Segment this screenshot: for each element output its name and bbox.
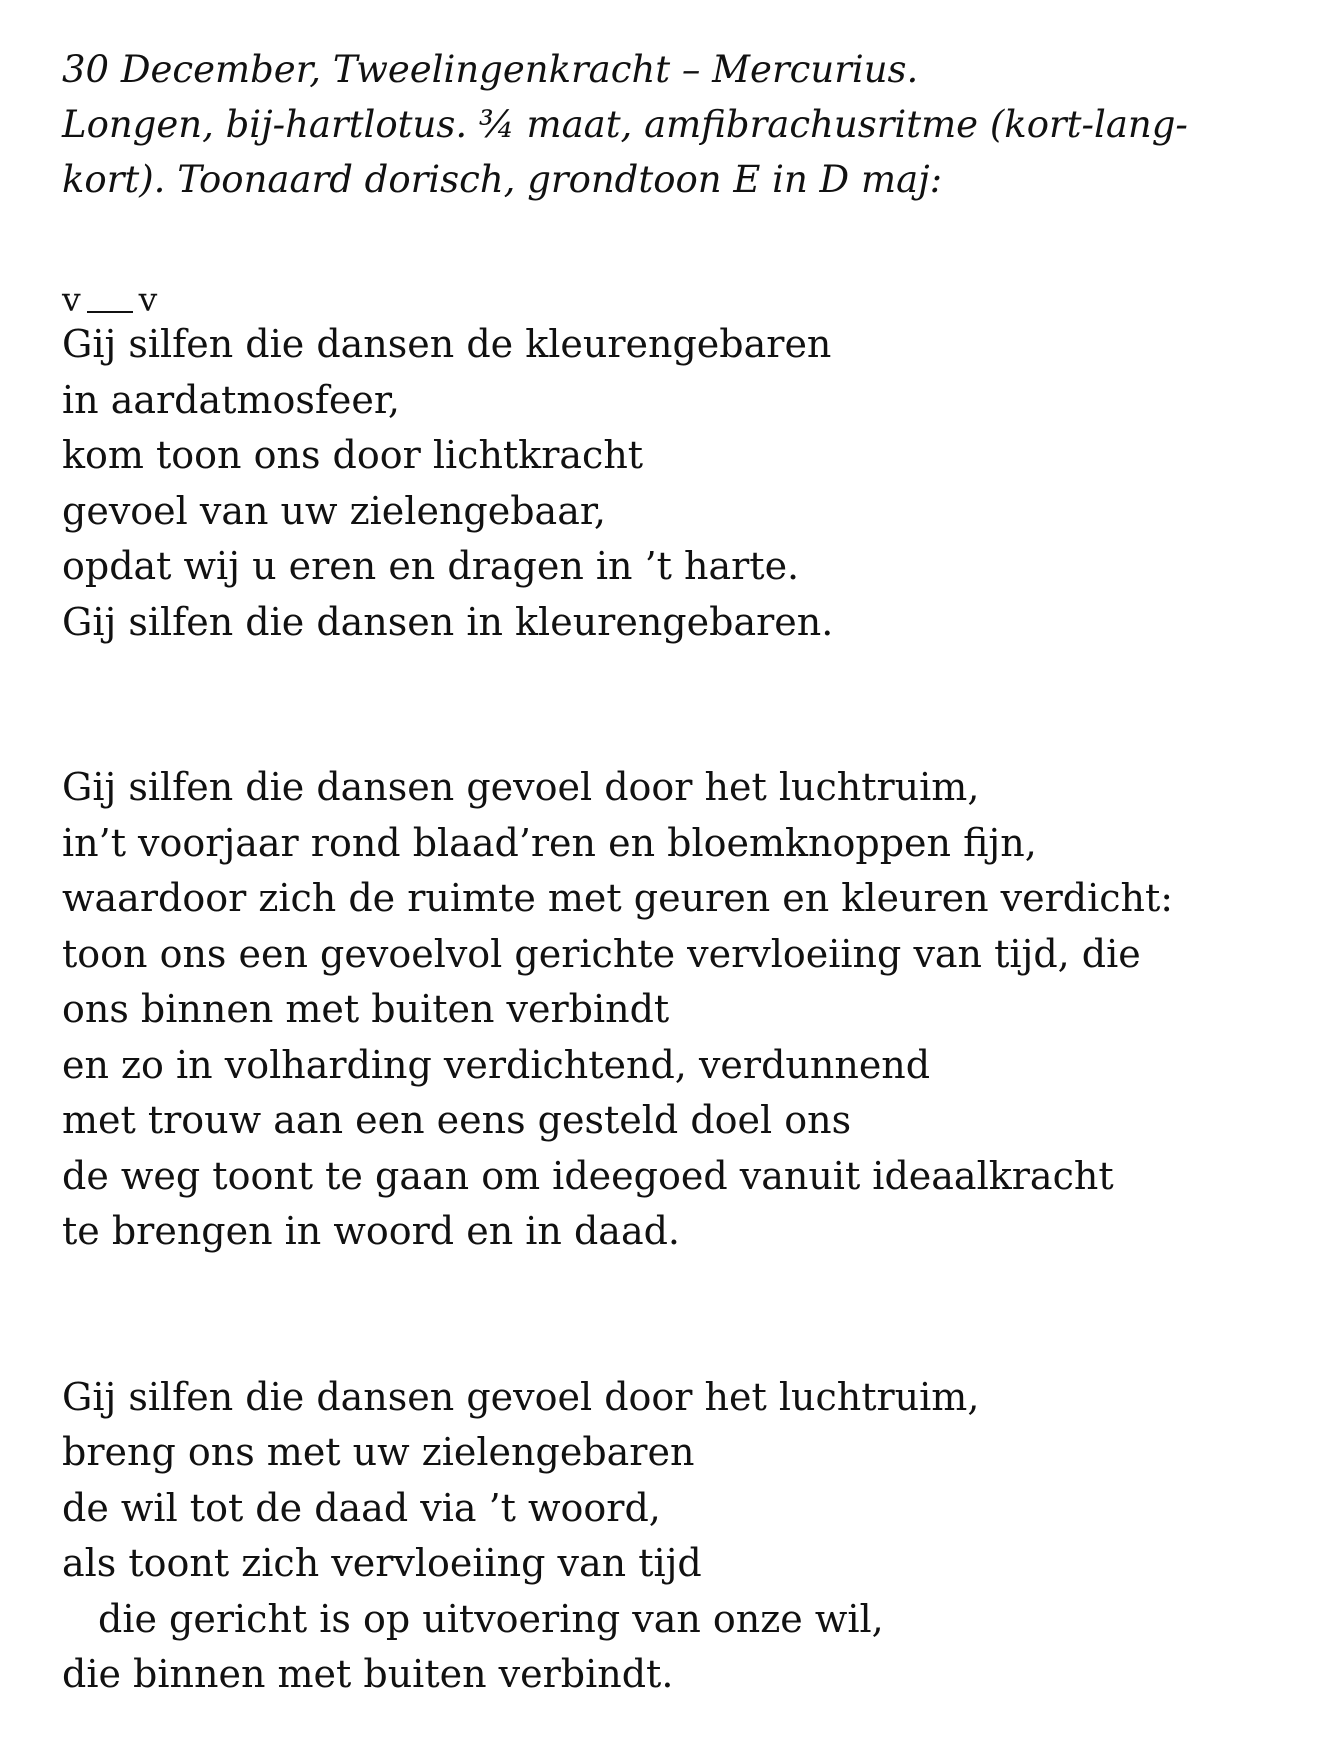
stanza-line: de wil tot de daad via ’t woord,: [62, 1485, 661, 1530]
stanza-line: Gij silfen die dansen de kleurengebaren: [62, 322, 832, 366]
header-line-key: kort). Toonaard dorisch, grondtoon E in D maj:: [62, 158, 943, 201]
stanza-line: waardoor zich de ruimte met geuren en kleuren verdicht:: [62, 876, 1174, 920]
stanza-line: breng ons met uw zielengebaren: [62, 1430, 695, 1474]
meter-short-syllable: v: [138, 280, 158, 319]
meter-notation: [62, 279, 1322, 317]
stanza-line: Gij silfen die dansen in kleurengebaren.: [62, 599, 834, 644]
header-line-meter: Longen, bij-hartlotus. ¾ maat, amfibrachusritme (kort-lang-: [62, 103, 1188, 146]
stanza-line: in’t voorjaar rond blaad’ren en bloemknoppen fijn,: [62, 820, 1037, 865]
stanza-line-indented: die gericht is op uitvoering van onze wil,: [98, 1596, 884, 1641]
stanza-line: en zo in volharding verdichtend, verdunnend: [62, 1042, 931, 1087]
stanza-line: de weg toont te gaan om ideegoed vanuit ideaalkracht: [62, 1153, 1114, 1198]
stanza-line: ons binnen met buiten verbindt: [62, 987, 670, 1031]
document-page: [62, 42, 1322, 1703]
stanza-line: Gij silfen die dansen gevoel door het luchtruim,: [62, 1374, 980, 1419]
header-line-date: 30 December, Tweelingenkracht – Mercurius.: [62, 48, 919, 91]
stanza-line: toon ons een gevoelvol gerichte vervloeiing van tijd, die: [62, 931, 1141, 976]
meter-short-syllable: v: [62, 280, 81, 319]
stanza-line: Gij silfen die dansen gevoel door het luchtruim,: [62, 765, 980, 809]
stanza-line: te brengen in woord en in daad.: [62, 1209, 681, 1253]
stanza-1: [62, 317, 1322, 650]
stanza-3: [62, 1370, 1322, 1703]
stanza-line: opdat wij u eren en dragen in ’t harte.: [62, 544, 800, 588]
stanza-2: [62, 760, 1322, 1260]
stanza-line: als toont zich vervloeiing van tijd: [62, 1541, 702, 1585]
stanza-line: met trouw aan een eens gesteld doel ons: [62, 1098, 852, 1142]
stanza-line: in aardatmosfeer,: [62, 377, 400, 422]
poem-header: [62, 42, 1322, 207]
stanza-line: gevoel van uw zielengebaar,: [62, 488, 606, 533]
meter-long-syllable: [87, 311, 133, 313]
stanza-line: kom toon ons door lichtkracht: [62, 433, 644, 477]
stanza-line: die binnen met buiten verbindt.: [62, 1652, 674, 1696]
